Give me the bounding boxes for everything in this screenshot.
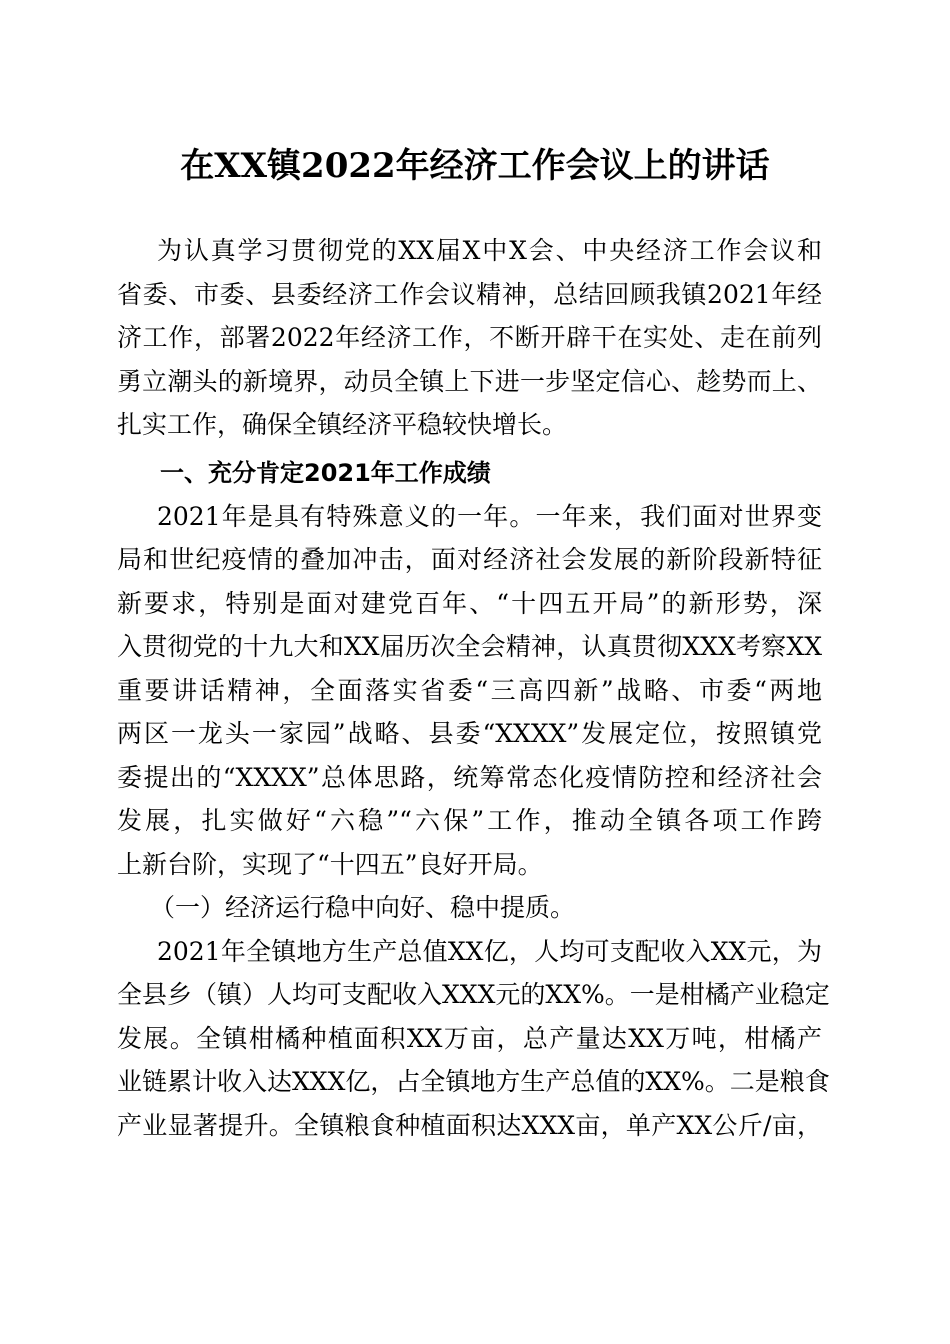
text-line: 业链累计收入达XXX亿，占全镇地方生产总值的XX%。二是粮食 <box>117 1067 830 1096</box>
text-line: 省委、市委、县委经济工作会议精神，总结回顾我镇2021年经 <box>117 279 822 309</box>
paragraph <box>117 229 822 447</box>
text-line: 全县乡（镇）人均可支配收入XXX元的XX%。一是柑橘产业稳定 <box>117 980 830 1009</box>
text-line: 扎实工作，确保全镇经济平稳较快增长。 <box>117 410 568 439</box>
subsection-heading <box>117 886 822 930</box>
text-line: 局和世纪疫情的叠加冲击，面对经济社会发展的新阶段新特征 <box>117 545 822 574</box>
text-line: 上新台阶，实现了“十四五”良好开局。 <box>117 849 543 879</box>
text-line: 委提出的“XXXX”总体思路，统筹常态化疫情防控和经济社会 <box>117 762 822 792</box>
text-line: 2021年全镇地方生产总值XX亿，人均可支配收入XX元，为 <box>157 936 822 966</box>
text-line: 重要讲话精神，全面落实省委“三高四新”战略、市委“两地 <box>117 675 822 705</box>
document-body <box>117 229 830 1147</box>
text-line: 入贯彻党的十九大和XX届历次全会精神，认真贯彻XXX考察XX <box>117 632 822 661</box>
text-line: 2021年是具有特殊意义的一年。一年来，我们面对世界变 <box>157 501 822 531</box>
text-line: 济工作，部署2022年经济工作，不断开辟干在实处、走在前列 <box>117 323 822 352</box>
paragraph <box>117 495 822 887</box>
section-heading <box>117 447 822 495</box>
text-line: 勇立潮头的新境界，动员全镇上下进一步坚定信心、趁势而上、 <box>117 366 822 396</box>
text-line: 新要求，特别是面对建党百年、“十四五开局”的新形势，深 <box>117 588 822 618</box>
text-line: 发展。全镇柑橘种植面积XX万亩，总产量达XX万吨，柑橘产 <box>117 1023 822 1053</box>
text-line: 两区一龙头一家园”战略、县委“XXXX”发展定位，按照镇党 <box>117 719 822 748</box>
text-line: 发展，扎实做好“六稳”“六保”工作，推动全镇各项工作跨 <box>117 806 822 835</box>
text-line: （一）经济运行稳中向好、稳中提质。 <box>150 893 576 922</box>
paragraph <box>117 930 830 1148</box>
text-line: 为认真学习贯彻党的XX届X中X会、中央经济工作会议和 <box>157 236 822 265</box>
document-title: 在XX镇2022年经济工作会议上的讲话 <box>180 146 770 186</box>
text-line: 产业显著提升。全镇粮食种植面积达XXX亩，单产XX公斤/亩， <box>117 1110 822 1140</box>
text-line: 一、充分肯定2021年工作成绩 <box>160 458 491 487</box>
